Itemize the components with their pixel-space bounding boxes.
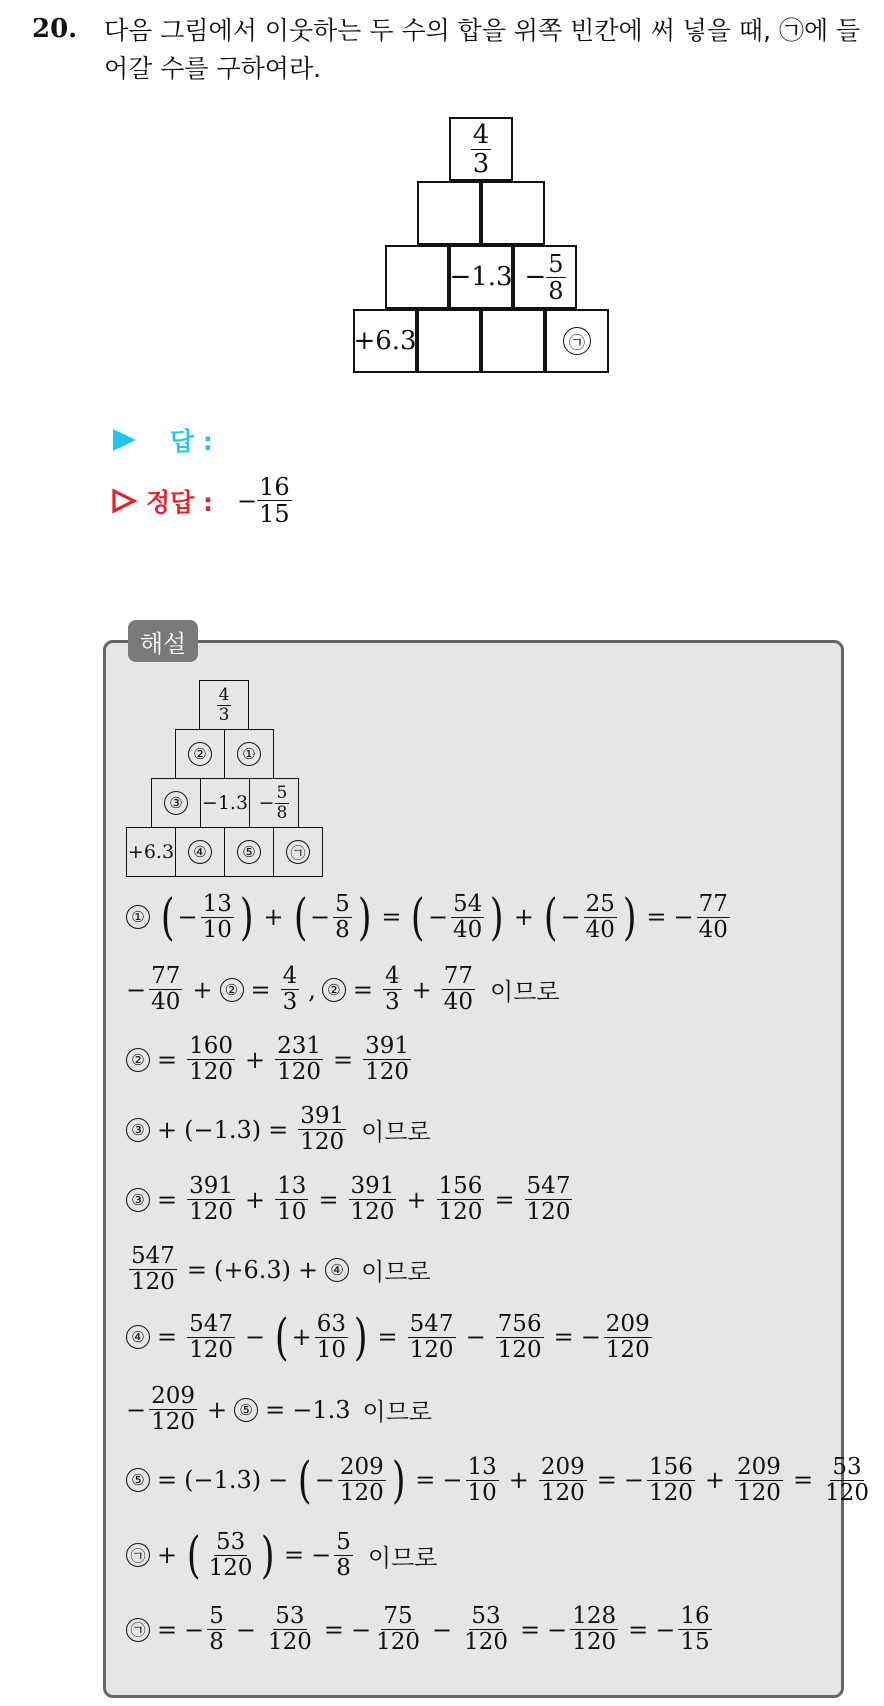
correct-answer-row [110, 475, 292, 526]
solution-line-5: ③ = $\frac{391}{120}$ + $\frac{13}{10}$ = $\frac{391}{120}$ + $\frac{156}{120}$ = $\frac{547}{120}$ [126, 1175, 575, 1224]
cell-r3-right: − $\frac{5}{8}$ [513, 245, 577, 309]
s-top: $\frac{4}{3}$ [199, 680, 249, 730]
solution-line-11: ㉠ = − $\frac{5}{8}$ − $\frac{53}{120}$ = − $\frac{75}{120}$ − $\frac{53}{120}$ = − $\frac{128}{120}$ = − $\frac{16}{15}$ [126, 1605, 715, 1654]
correct-value: − $\frac{16}{15}$ [237, 473, 290, 528]
question-text: 다음 그림에서 이웃하는 두 수의 합을 위쪽 빈칸에 써 넣을 때, ㉠에 들어갈 수를 구하여라. [104, 16, 861, 83]
cell-r4-2 [417, 309, 481, 373]
cell-r3-mid: −1.3 [449, 245, 513, 309]
s-right: − $\frac{5}{8}$ [249, 778, 299, 828]
cell-r2-left [417, 181, 481, 245]
s-c2: ② [175, 729, 225, 779]
answer-row [110, 422, 213, 458]
solution-line-4: ③ + (−1.3) = $\frac{391}{120}$ 이므로 [126, 1105, 431, 1154]
answer-label: 답 : [170, 427, 213, 456]
cell-r3-left [385, 245, 449, 309]
correct-label: 정답 : [146, 487, 214, 517]
s-left: +6.3 [126, 827, 176, 877]
s-c4: ④ [175, 827, 225, 877]
solution-line-1: ① ( − $\frac{13}{10}$ ) + ( − $\frac{5}{8}$ ) = ( − $\frac{54}{40}$ ) + ( − $\frac{25}{40}$ ) = − $\frac{77}{40}$ [126, 892, 733, 942]
solution-line-2: − $\frac{77}{40}$ + ② = $\frac{4}{3}$ , ② = $\frac{4}{3}$ + $\frac{77}{40}$ 이므로 [126, 963, 560, 1015]
play-arrow-icon [110, 426, 138, 454]
solution-line-6: $\frac{547}{120}$ = (+6.3) + ④ 이므로 [131, 1243, 431, 1295]
cell-r4-1: +6.3 [353, 309, 417, 373]
s-c1: ① [224, 729, 274, 779]
solution-line-10: ㉠ + ( $\frac{53}{120}$ ) = − $\frac{5}{8}$ 이므로 [126, 1530, 437, 1580]
solution-line-3: ② = $\frac{160}{120}$ + $\frac{231}{120}$ = $\frac{391}{120}$ [126, 1035, 414, 1084]
cell-target: ㉠ [545, 309, 609, 373]
solution-line-7: ④ = $\frac{547}{120}$ − ( + $\frac{63}{10}$ ) = $\frac{547}{120}$ − $\frac{756}{120}$ = − $\frac{209}{120}$ [126, 1312, 655, 1362]
cell-top: $\frac{4}{3}$ [449, 117, 513, 181]
s-c5: ⑤ [224, 827, 274, 877]
solution-line-8: − $\frac{209}{120}$ + ⑤ = −1.3 이므로 [126, 1383, 433, 1435]
s-mid: −1.3 [200, 778, 250, 828]
cell-r4-3 [481, 309, 545, 373]
s-target: ㉠ [273, 827, 323, 877]
outline-arrow-icon [110, 487, 138, 515]
solution-line-9: ⑤ = (−1.3) − ( − $\frac{209}{120}$ ) = − $\frac{13}{10}$ + $\frac{209}{120}$ = − $\frac{156}{120}$ + $\frac{209}{120}$ = $\frac{53}{120}$ [126, 1455, 874, 1505]
question-number: 20. [32, 14, 78, 44]
solution-tag: 해설 [128, 620, 198, 662]
s-c3: ③ [151, 778, 201, 828]
cell-r2-right [481, 181, 545, 245]
